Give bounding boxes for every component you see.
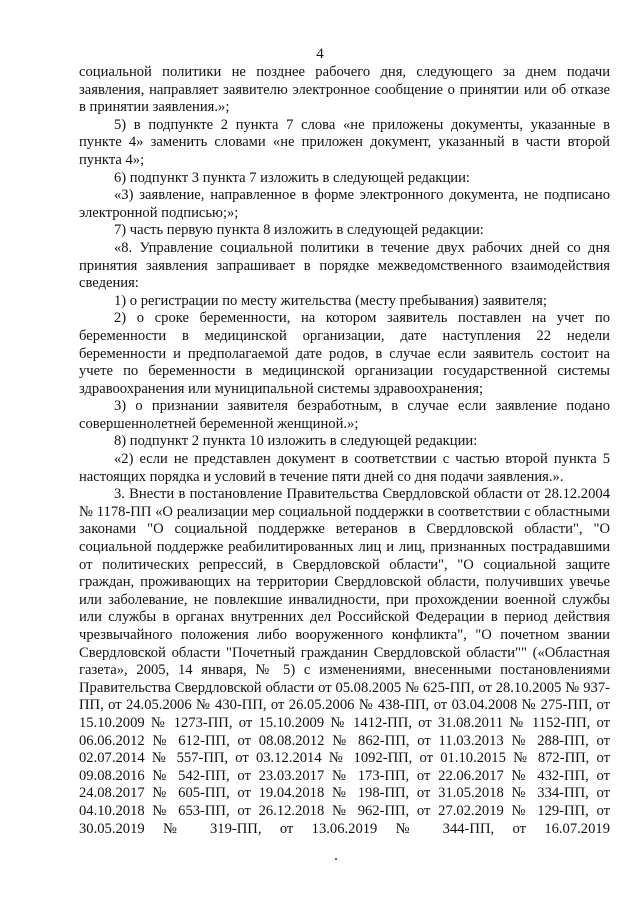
paragraph-item-6-text: «3) заявление, направленное в форме электронного документа, не подписано электронной подписью;»; <box>79 187 610 221</box>
paragraph-section-3: 3. Внести в постановление Правительства Свердловской области от 28.12.2004 № 1178-ПП «О реализации мер социальной поддержки в соответствии с областными законами "О социальной поддержке ветеранов в Свердловской области", "О социальной поддержке реабилитированных лиц и лиц, признанных пострадавшими от политических репрессий, в Свердловской области", "О социальной защите граждан, проживающих на территории Свердловской области, получивших увечье или заболевание, не повлекшие инвалидности, при прохождении военной службы или службы в органах внутренних дел Российской Федерации в период действия чрезвычайного положения либо вооруженного конфликта", "О почетном звании Свердловской области "Почетный гражданин Свердловской области"" («Областная газета», 2005, 14 января, № 5) с изменениями, внесенными постановлениями Правительства Свердловской области от 05.08.2005 № 625-ПП, от 28.10.2005 № 937-ПП, от 24.05.2006 № 430-ПП, от 26.05.2006 № 438-ПП, от 03.04.2008 № 275-ПП, от 15.10.2009 № 1273-ПП, от 15.10.2009 № 1412-ПП, от 31.08.2011 № 1152-ПП, от 06.06.2012 № 612-ПП, от 08.08.2012 № 862-ПП, от 11.03.2013 № 288-ПП, от 02.07.2014 № 557-ПП, от 03.12.2014 № 1092-ПП, от 01.10.2015 № 872-ПП, от 09.08.2016 № 542-ПП, от 23.03.2017 № 173-ПП, от 22.06.2017 № 432-ПП, от 24.08.2017 № 605-ПП, от 19.04.2018 № 198-ПП, от 31.05.2018 № 334-ПП, от 04.10.2018 № 653-ПП, от 26.12.2018 № 962-ПП, от 27.02.2019 № 129-ПП, от 30.05.2019 № 319-ПП, от 13.06.2019 № 344-ПП, от 16.07.2019 <box>79 486 610 837</box>
page-number: 4 <box>316 46 324 62</box>
paragraph-item-5: 5) в подпункте 2 пункта 7 слова «не приложены документы, указанные в пункте 4» заменить словами «не приложен документ, указанный в части второй пункта 4»; <box>79 116 610 168</box>
paragraph-item-8: 8) подпункт 2 пункта 10 изложить в следующей редакции: <box>114 433 478 450</box>
document-body <box>79 64 610 838</box>
paragraph-item-8-text: «2) если не представлен документ в соответствии с частью второй пункта 5 настоящих порядка и условий в течение пяти дней со дня подачи заявления.». <box>79 451 610 485</box>
paragraph-subitem-3: 3) о признании заявителя безработным, в случае если заявление подано совершеннолетней беременной женщиной.»; <box>79 398 610 432</box>
paragraph-item-6: 6) подпункт 3 пункта 7 изложить в следующей редакции: <box>114 169 470 186</box>
paragraph-item-7: 7) часть первую пункта 8 изложить в следующей редакции: <box>114 222 484 239</box>
paragraph-item-7-text: «8. Управление социальной политики в течение двух рабочих дней со дня принятия заявления запрашивает в порядке межведомственного взаимодействия сведения: <box>79 239 610 292</box>
paragraph-continuation: социальной политики не позднее рабочего дня, следующего за днем подачи заявления, направляет заявителю электронное сообщение о принятии или об отказе в принятии заявления.»; <box>79 64 610 116</box>
scan-dot <box>335 858 337 860</box>
paragraph-subitem-2: 2) о сроке беременности, на котором заявитель поставлен на учет по беременности в медицинской организации, дате наступления 22 недели беременности и предполагаемой дате родов, в случае если заявитель состоит на учете по беременности в медицинской организации государственной системы здравоохранения или муниципальной системы здравоохранения; <box>79 310 610 397</box>
paragraph-subitem-1: 1) о регистрации по месту жительства (месту пребывания) заявителя; <box>114 292 547 309</box>
